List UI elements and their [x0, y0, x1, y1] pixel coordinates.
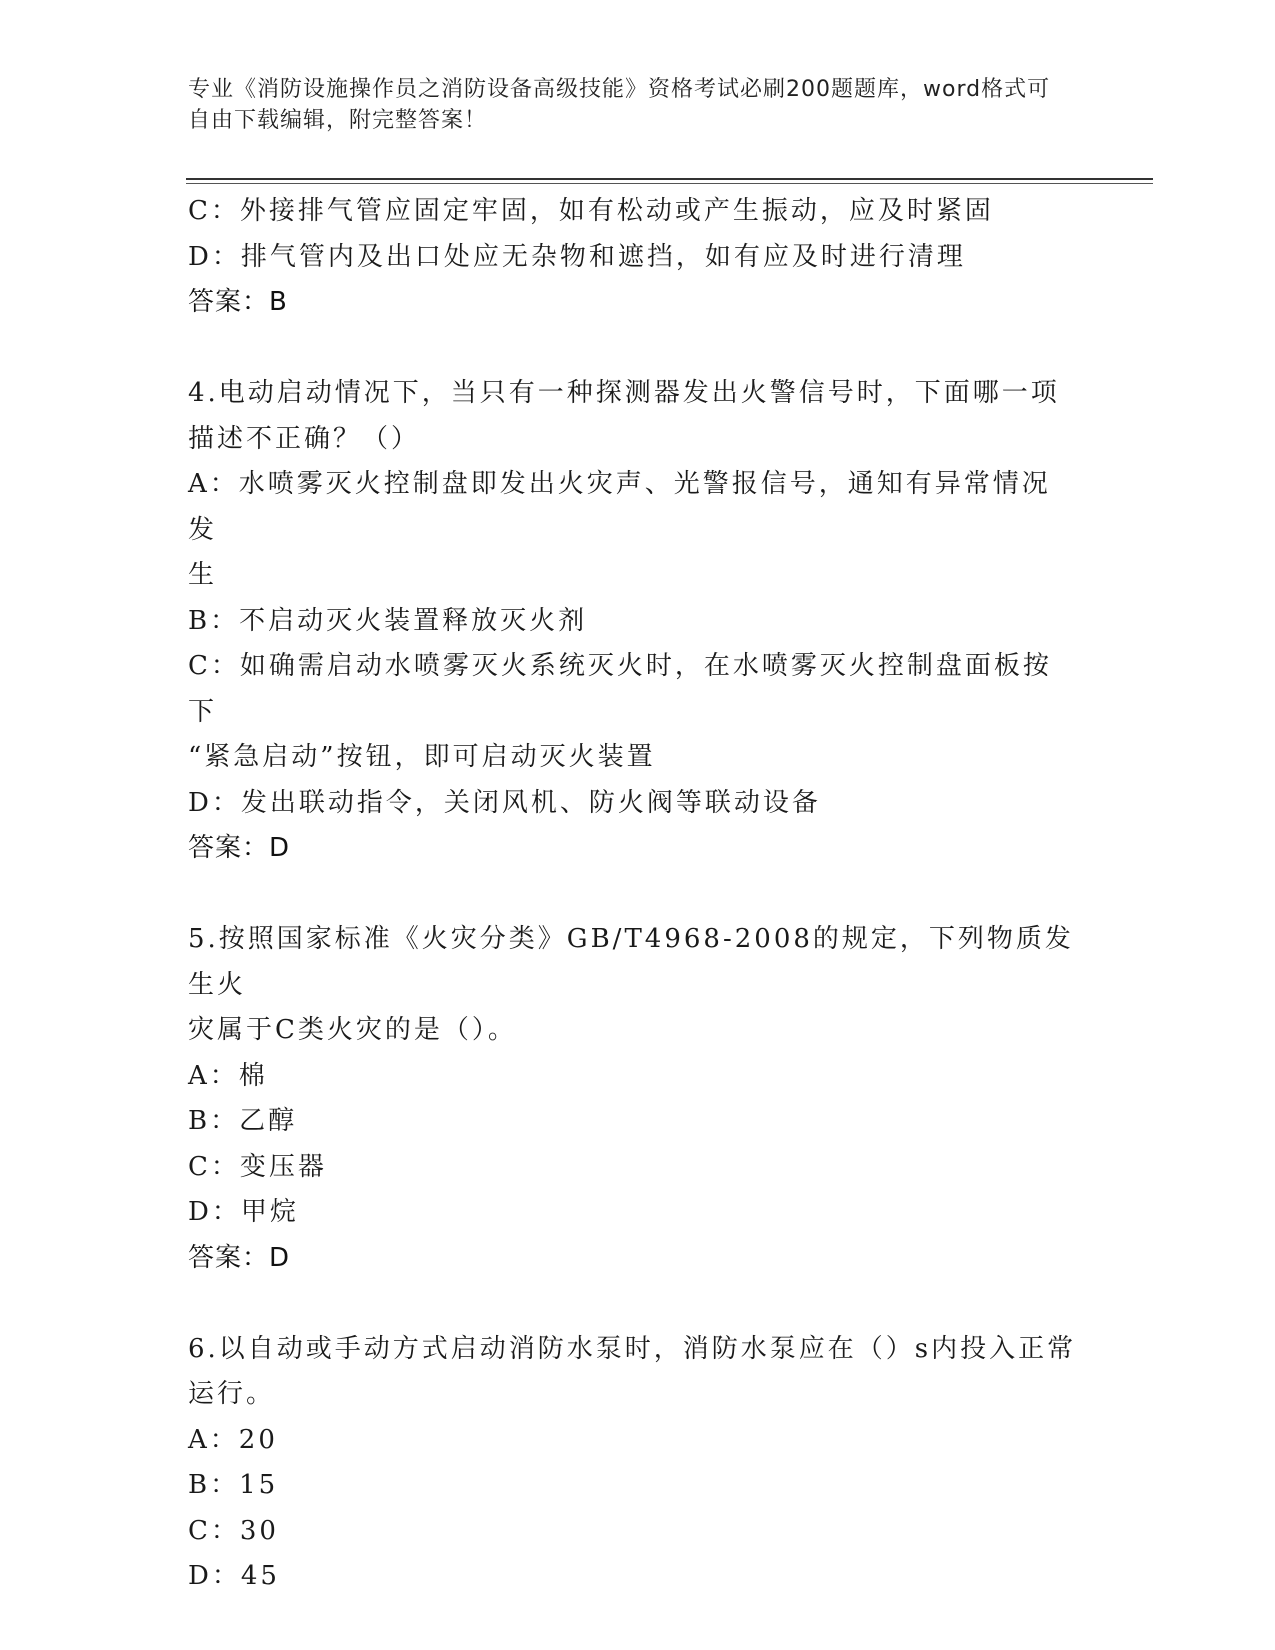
- document-header: [188, 74, 1068, 136]
- question-stem: 4.电动启动情况下，当只有一种探测器发出火警信号时，下面哪一项: [188, 378, 1060, 408]
- option-b: B：乙醇: [188, 1106, 298, 1136]
- question-4: [188, 371, 1078, 872]
- option-c-cont: “紧急启动”按钮，即可启动灭火装置: [188, 742, 656, 772]
- option-d: D：45: [188, 1561, 280, 1591]
- option-c: C：变压器: [188, 1151, 327, 1182]
- header-divider-thin: [186, 183, 1153, 184]
- document-body: [188, 189, 1078, 1600]
- option-b: B：15: [188, 1470, 279, 1500]
- question-stem: 6.以自动或手动方式启动消防水泵时，消防水泵应在（）s内投入正常: [188, 1333, 1077, 1364]
- header-divider-thick: [186, 178, 1153, 180]
- option-a: A：水喷雾灭火控制盘即发出火灾声、光警报信号，通知有异常情况发: [188, 469, 1051, 545]
- option-c: C：30: [188, 1515, 279, 1546]
- option-c: C：外接排气管应固定牢固，如有松动或产生振动，应及时紧固: [188, 196, 994, 226]
- option-b: B：不启动灭火装置释放灭火剂: [188, 605, 588, 636]
- question-stem-cont: 描述不正确？（）: [188, 423, 421, 454]
- question-6: [188, 1327, 1078, 1600]
- spacer: [188, 326, 1078, 372]
- option-a: A：20: [188, 1424, 278, 1455]
- answer-line: 答案：D: [188, 833, 291, 863]
- spacer: [188, 872, 1078, 918]
- header-text: 专业《消防设施操作员之消防设备高级技能》资格考试必刷200题题库，word格式可自由下载编辑，附完整答案！: [188, 77, 1051, 133]
- option-c: C：如确需启动水喷雾灭火系统灭火时，在水喷雾灭火控制盘面板按下: [188, 651, 1052, 727]
- answer-line: 答案：B: [188, 287, 288, 317]
- question-stem-cont: 灾属于C类火灾的是（）。: [188, 1015, 517, 1045]
- option-a: A：棉: [188, 1060, 268, 1091]
- previous-question-tail: [188, 189, 1078, 326]
- question-stem: 5.按照国家标准《火灾分类》GB/T4968-2008的规定，下列物质发生火: [188, 924, 1074, 1000]
- answer-line: 答案：D: [188, 1242, 291, 1273]
- option-d: D：排气管内及出口处应无杂物和遮挡，如有应及时进行清理: [188, 241, 966, 272]
- question-5: [188, 917, 1078, 1281]
- option-d: D：甲烷: [188, 1197, 299, 1227]
- spacer: [188, 1281, 1078, 1327]
- question-stem-cont: 运行。: [188, 1379, 276, 1409]
- option-a-cont: 生: [188, 560, 218, 590]
- option-d: D：发出联动指令，关闭风机、防火阀等联动设备: [188, 787, 821, 818]
